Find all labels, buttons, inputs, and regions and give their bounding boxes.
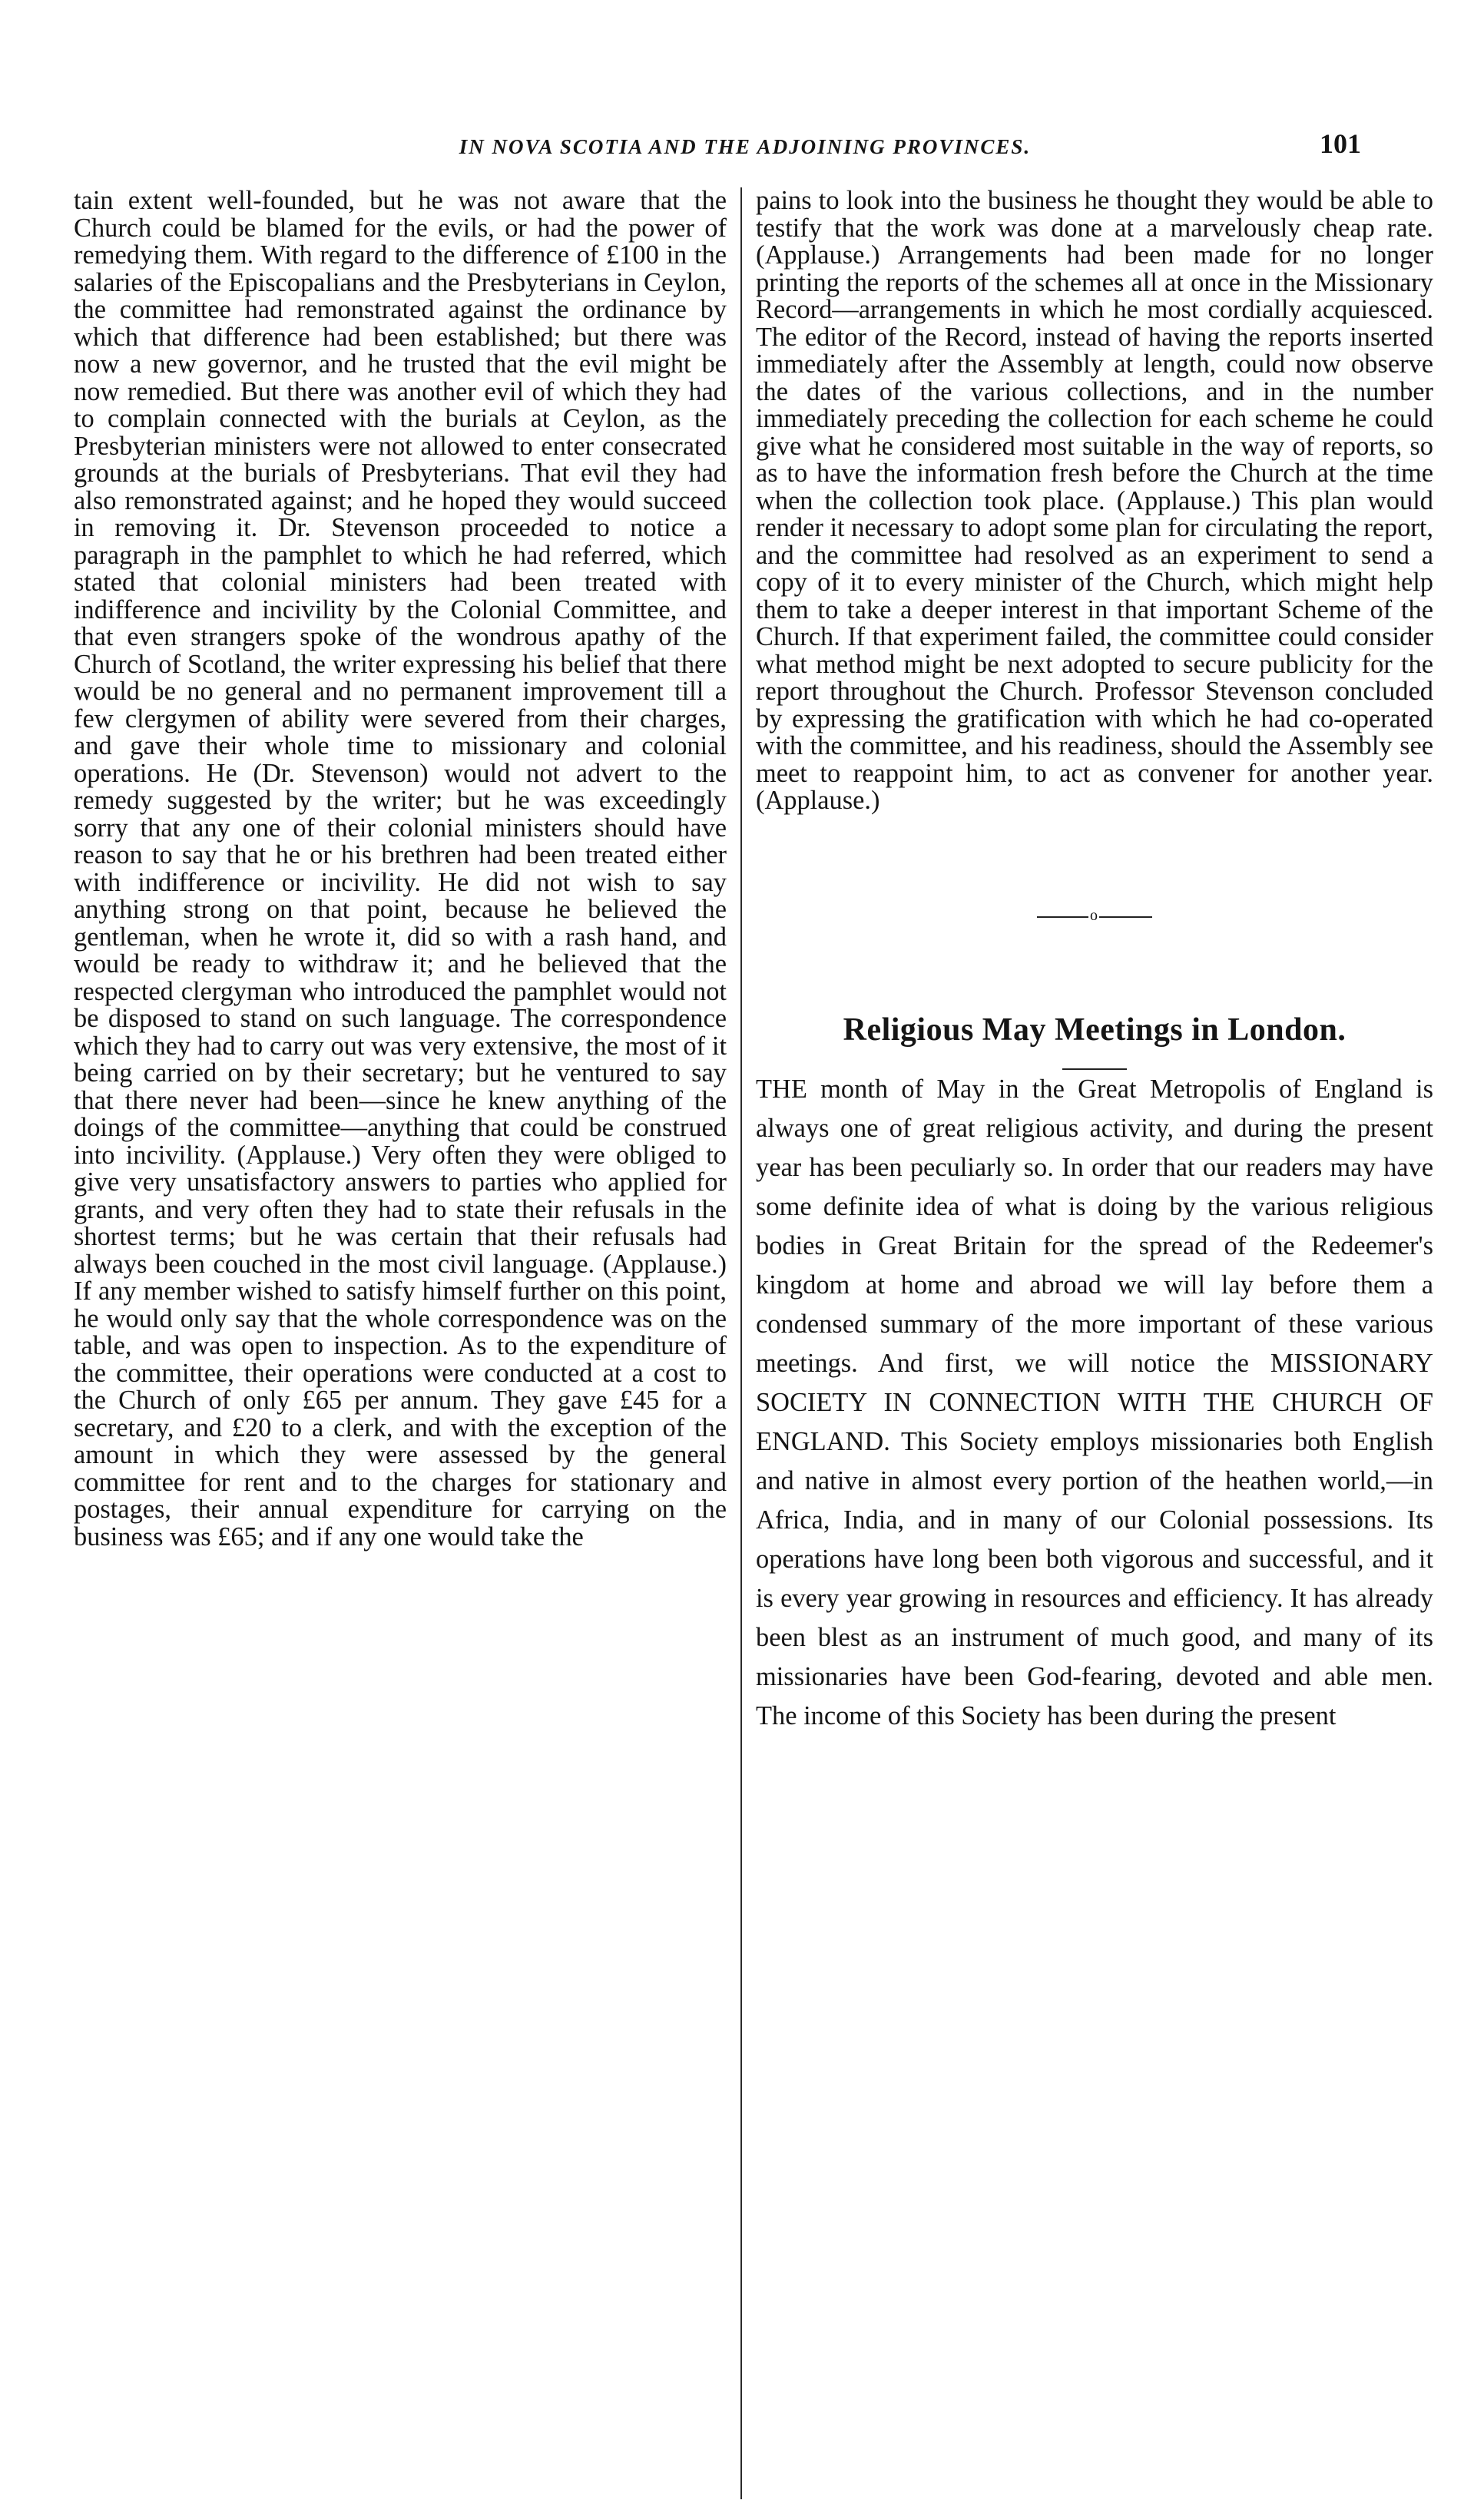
section-title: Religious May Meetings in London. [843,1012,1347,1048]
left-column [74,187,727,1551]
section-body: THE month of May in the Great Metropolis of England is always one of great religious activity, and during the present year has been peculiarly so. In order that our readers may have some definite idea of what is doing by the various religious bodies in Great Britain for the spread of the Redeemer's kingdom at home and abroad we will lay before them a condensed summary of the more important of these various meetings. And first, we will notice the MISSIONARY SOCIETY IN CONNECTION WITH THE CHURCH OF ENGLAND. This Society employs missionaries both English and native in almost every portion of the heathen world,—in Africa, India, and in many of our Colonial possessions. Its operations have long been both vigorous and successful, and it is every year growing in resources and efficiency. It has already been blest as an instrument of much good, and many of its missionaries have been God-fearing, devoted and able men. The income of this Society has been during the present [756,1074,1433,1730]
running-head: IN NOVA SCOTIA AND THE ADJOINING PROVINCES. [459,135,1032,158]
section-separator [1037,906,1152,921]
right-column [756,187,1433,1736]
page-number: 101 [1320,128,1361,159]
left-column-text: tain extent well-founded, but he was not aware that the Church could be blamed for the evils, or had the power of remedying them. With regard to the difference of £100 in the salaries of the Episcopalians and the Presbyterians in Ceylon, the committee had remonstrated against the ordinance by which that difference had been established; but there was now a new governor, and he trusted that the evil might be now remedied. But there was another evil of which they had to complain connected with the burials at Ceylon, as the Presbyterian ministers were not allowed to enter consecrated grounds at the burials of Presbyterians. That evil they had also remonstrated against; and he hoped they would succeed in removing it. Dr. Stevenson proceeded to notice a paragraph in the pamphlet to which he had referred, which stated that colonial ministers had been treated with indifference and incivility by the Colonial Committee, and that even strangers spoke of the wondrous apathy of the Church of Scotland, the writer expressing his belief that there would be no general and no permanent improvement till a few clergymen of ability were severed from their charges, and gave their whole time to missionary and colonial operations. He (Dr. Stevenson) would not advert to the remedy suggested by the writer; but he was exceedingly sorry that any one of their colonial ministers should have reason to say that he or his brethren had been treated either with indifference or incivility. He did not wish to say anything strong on that point, because he believed the gentleman, when he wrote it, did so with a rash hand, and would be ready to withdraw it; and he believed that the respected clergyman who introduced the pamphlet would not be disposed to stand on such language. The correspondence which they had to carry out was very extensive, the most of it being carried on by their secretary; but he ventured to say that there never had been—since he knew anything of the doings of the committee—anything that could be construed into incivility. (Applause.) Very often they were obliged to give very unsatisfactory answers to parties who applied for grants, and very often they had to state their refusals in the shortest terms; but he was certain that their refusals had always been couched in the most civil language. (Applause.) If any member wished to satisfy himself further on this point, he would only say that the whole correspondence was on the table, and was open to inspection. As to the expenditure of the committee, their operations were conducted at a cost to the Church of only £65 per annum. They gave £45 for a secretary, and £20 to a clerk, and with the exception of the amount in which they were assessed by the general committee for rent and to the charges for stationary and postages, their annual expenditure for carrying on the business was £65; and if any one would take the [74,186,727,1551]
column-divider [740,187,742,2499]
right-column-text: pains to look into the business he thought they would be able to testify that the work was done at a marvelously cheap rate. (Applause.) Arrangements had been made for no longer printing the reports of the schemes all at once in the Missionary Record—arrangements in which he most cordially acquiesced. The editor of the Record, instead of having the reports inserted immediately after the Assembly at length, could now observe the dates of the various collections, and in the number immediately preceding the collection for each scheme he could give what he considered most suitable in the way of reports, so as to have the information fresh before the Church at the time when the collection took place. (Applause.) This plan would render it necessary to adopt some plan for circulating the report, and the committee had resolved as an experiment to send a copy of it to every minister of the Church, which might help them to take a deeper interest in that important Scheme of the Church. If that experiment failed, the committee could consider what method might be next adopted to secure publicity for the report throughout the Church. Professor Stevenson concluded by expressing the gratification with which he had co-operated with the committee, and his readiness, should the Assembly see meet to reappoint him, to act as convener for another year. (Applause.) [756,186,1433,815]
